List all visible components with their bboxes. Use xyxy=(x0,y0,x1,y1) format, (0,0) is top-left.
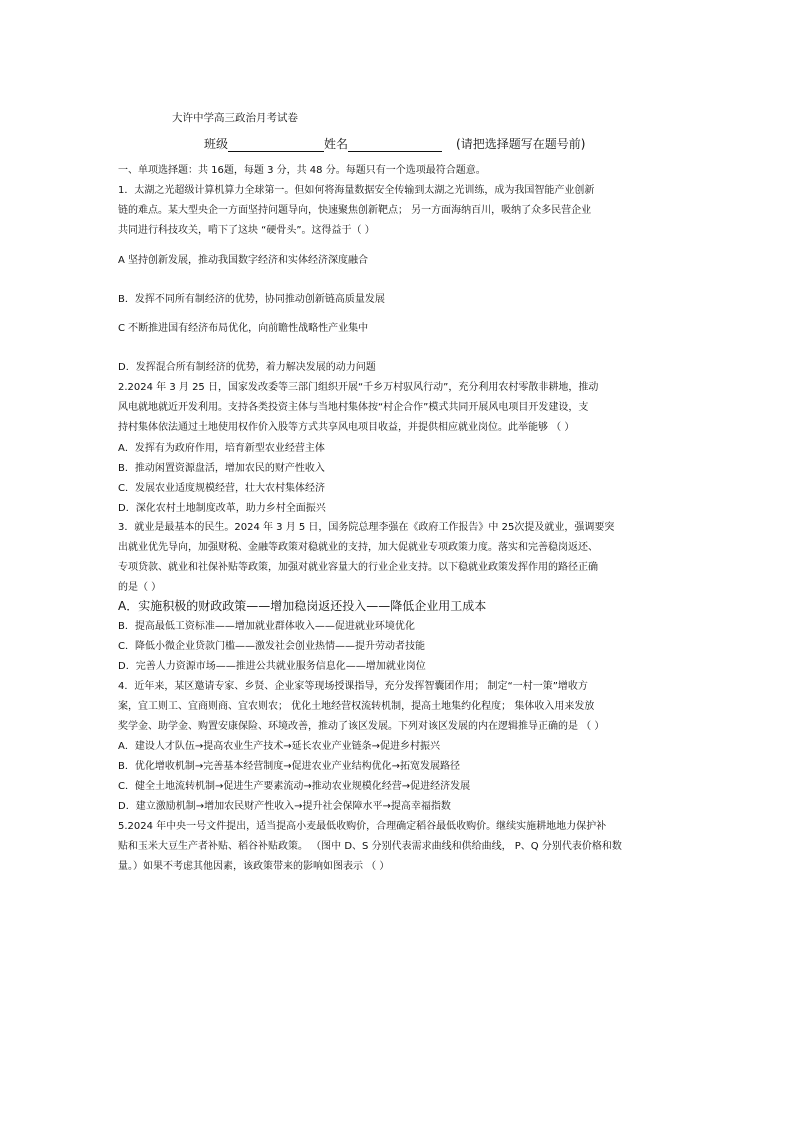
question-2-stem-line: 持村集体依法通过土地使用权作价入股等方式共享风电项目收益，并提供相应就业岗位。此举能够 （ ） xyxy=(118,422,575,433)
question-3-option-b: B．提高最低工资标准——增加就业群体收入——促进就业环境优化 xyxy=(118,621,415,632)
question-4-stem-line: 案，宜工则工、宜商则商、宜农则农； 优化土地经营权流转机制，提高土地集约化程度； 集体收入用来发放 xyxy=(118,701,595,712)
class-label: 班级 xyxy=(204,137,229,151)
question-2-stem-line: 风电就地就近开发利用。支持各类投资主体与当地村集体按“村企合作”模式共同开展风电项目开发建设，支 xyxy=(118,402,589,413)
question-1-option-d: D．发挥混合所有制经济的优势，着力解决发展的动力问题 xyxy=(118,362,376,373)
question-2-option-b: B．推动闲置资源盘活，增加农民的财产性收入 xyxy=(118,463,325,474)
question-1-option-c: C 不断推进国有经济布局优化，向前瞻性战略性产业集中 xyxy=(118,323,369,334)
name-label: 姓名 xyxy=(324,137,349,151)
question-5-stem-line: 5.2024 年中央一号文件提出，适当提高小麦最低收购价，合理确定稻谷最低收购价。继续实施耕地地力保护补 xyxy=(118,821,607,832)
question-2-option-d: D．深化农村土地制度改革，助力乡村全面振兴 xyxy=(118,503,326,514)
exam-title: 大许中学高三政治月考试卷 xyxy=(172,112,298,124)
answer-note: (请把选择题写在题号前) xyxy=(456,137,586,151)
question-1-stem-line: 链的难点。某大型央企一方面坚持问题导向，快速聚焦创新靶点； 另一方面海纳百川，吸纳了众多民营企业 xyxy=(118,205,592,216)
question-2-option-a: A．发挥有为政府作用，培育新型农业经营主体 xyxy=(118,443,325,454)
question-4-option-a: A．建设人才队伍→提高农业生产技术→延长农业产业链条→促进乡村振兴 xyxy=(118,741,440,752)
question-1-option-a: A 坚持创新发展，推动我国数字经济和实体经济深度融合 xyxy=(118,255,369,266)
question-3-option-c: C．降低小微企业贷款门槛——激发社会创业热情——提升劳动者技能 xyxy=(118,641,425,652)
question-3-option-a: A．实施积极的财政政策——增加稳岗返还投入——降低企业用工成本 xyxy=(118,599,487,613)
question-2-stem-line: 2.2024 年 3 月 25 日，国家发改委等三部门组织开展“千乡万村驭风行动”，充分利用农村零散非耕地，推动 xyxy=(118,382,599,393)
question-3-stem-line: 出就业优先导向，加强财税、金融等政策对稳就业的支持，加大促就业专项政策力度。落实和完善稳岗返还、 xyxy=(118,542,598,553)
section-heading: 一、单项选择题：共 16题，每题 3 分，共 48 分。每题只有一个选项最符合题意。 xyxy=(118,165,486,176)
question-3-stem-line: 专项贷款、就业和社保补贴等政策，加强对就业容量大的行业企业支持。以下稳就业政策发挥作用的路径正确 xyxy=(118,562,598,573)
student-info-line xyxy=(204,135,585,152)
name-blank[interactable] xyxy=(348,138,442,152)
question-4-stem-line: 奖学金、助学金、购置安康保险、环境改善，推动了该区发展。下列对该区发展的内在逻辑推导正确的是 （ ） xyxy=(118,721,605,732)
question-1-stem-line: 共同进行科技攻关，啃下了这块 “硬骨头”。这得益于（ ） xyxy=(118,225,375,236)
question-2-option-c: C．发展农业适度规模经营，壮大农村集体经济 xyxy=(118,483,325,494)
question-5-stem-line: 量。）如果不考虑其他因素，该政策带来的影响如图表示 （ ） xyxy=(118,861,390,872)
class-blank[interactable] xyxy=(228,138,324,152)
question-3-stem-line: 的是（ ） xyxy=(118,582,162,593)
question-4-stem-line: 4．近年来，某区邀请专家、乡贤、企业家等现场授课指导，充分发挥智囊团作用； 制定“一村一策”增收方 xyxy=(118,681,588,692)
question-3-option-d: D．完善人力资源市场——推进公共就业服务信息化——增加就业岗位 xyxy=(118,661,426,672)
question-4-option-c: C．健全土地流转机制→促进生产要素流动→推动农业规模化经营→促进经济发展 xyxy=(118,781,471,792)
question-5-stem-line: 贴和玉米大豆生产者补贴、稻谷补贴政策。 （图中 D、S 分别代表需求曲线和供给曲线， P、Q 分别代表价格和数 xyxy=(118,841,622,852)
question-4-option-b: B．优化增收机制→完善基本经营制度→促进农业产业结构优化→拓宽发展路径 xyxy=(118,761,460,772)
question-3-stem-line: 3．就业是最基本的民生。2024 年 3 月 5 日，国务院总理李强在《政府工作报告》中 25次提及就业，强调要突 xyxy=(118,522,615,533)
question-1-stem-line: 1．太湖之光超级计算机算力全球第一。但如何将海量数据安全传输到太湖之光训练，成为我国智能产业创新 xyxy=(118,185,595,196)
question-4-option-d: D．建立激励机制→增加农民财产性收入→提升社会保障水平→提高幸福指数 xyxy=(118,801,451,812)
question-1-option-b: B．发挥不同所有制经济的优势，协同推动创新链高质量发展 xyxy=(118,294,385,305)
